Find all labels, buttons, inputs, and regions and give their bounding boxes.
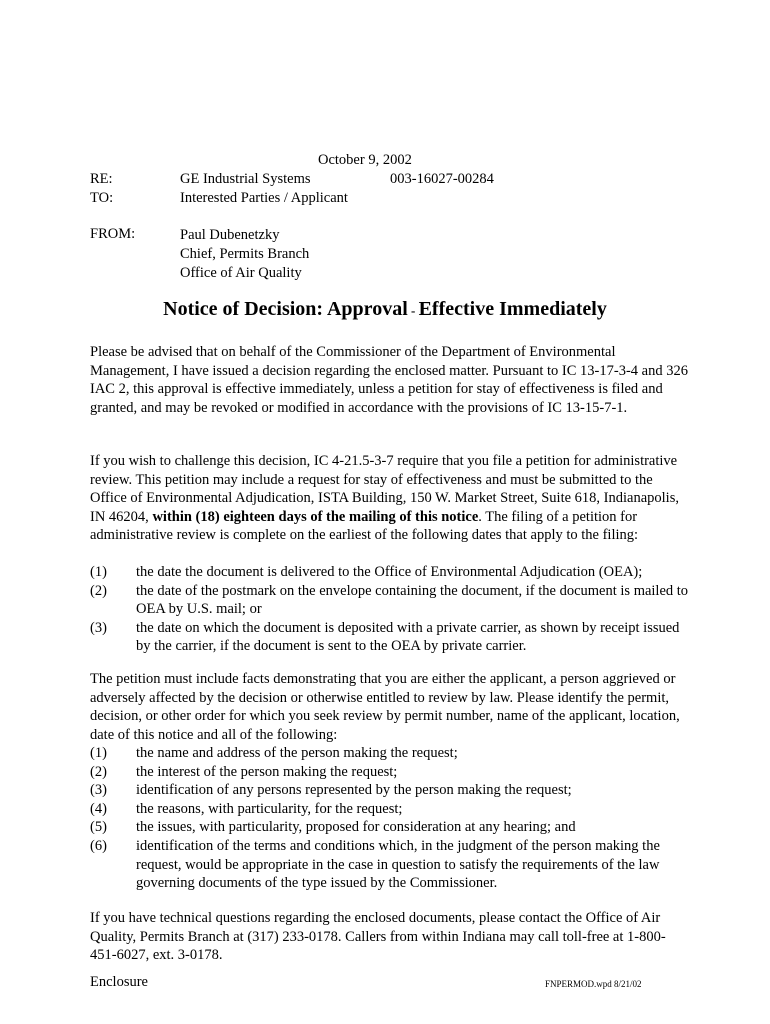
list-number: (1)	[90, 745, 107, 761]
list-item	[90, 781, 690, 800]
list-number: (3)	[90, 619, 107, 636]
paragraph-contact: If you have technical questions regarding the enclosed documents, please contact the Office of Air Quality, Permits Branch at (317) 233-0178. Callers from within Indiana may call toll-free at 1-800-451-6027, ext. 3-0178.	[90, 910, 666, 964]
re-value: GE Industrial Systems	[180, 171, 311, 187]
from-office: Office of Air Quality	[180, 265, 302, 281]
list-text: the interest of the person making the request;	[136, 763, 398, 780]
list-item	[90, 619, 690, 656]
re-label: RE:	[90, 171, 113, 187]
to-label: TO:	[90, 190, 114, 206]
from-block	[180, 226, 309, 283]
paragraph-challenge	[90, 452, 690, 545]
list-item	[90, 582, 690, 619]
title-dash: -	[407, 303, 419, 318]
paragraph-approval: Please be advised that on behalf of the Commissioner of the Department of Environmental Management, I have issued a decision regarding the enclosed matter. Pursuant to IC 13-17-3-4 and 326 IAC 2, this approval is effective immediately, unless a petition for stay of effectiveness is filed and granted, and may be revoked or modified in accordance with the provisions of IC 13-15-7-1.	[90, 344, 688, 416]
list-number: (1)	[90, 564, 107, 580]
list-number: (6)	[90, 837, 107, 854]
list-text: identification of the terms and conditions which, in the judgment of the person making the request, would be appropriate in the case in question to satisfy the requirements of the law governing documents of the type issued by the Commissioner.	[136, 837, 660, 892]
list-number: (2)	[90, 582, 107, 599]
list-text: the name and address of the person making the request;	[136, 745, 458, 761]
list-number: (3)	[90, 782, 107, 799]
enclosure-label: Enclosure	[90, 974, 148, 990]
permit-number: 003-16027-00284	[390, 171, 494, 187]
petition-requirements-list	[90, 744, 690, 893]
list-text: the reasons, with particularity, for the request;	[136, 800, 403, 817]
list-text: the date of the postmark on the envelope containing the document, if the document is mailed to OEA by U.S. mail; or	[136, 582, 689, 618]
from-title: Chief, Permits Branch	[180, 246, 310, 262]
from-label: FROM:	[90, 226, 136, 242]
notice-date: October 9, 2002	[318, 152, 412, 168]
list-text: the date on which the document is deposited with a private carrier, as shown by receipt issued by the carrier, if the document is sent to the OEA by private carrier.	[136, 619, 680, 655]
list-item	[90, 837, 690, 893]
to-value: Interested Parties / Applicant	[180, 190, 348, 206]
list-item	[90, 763, 690, 782]
notice-title	[0, 298, 770, 321]
file-reference: FNPERMOD.wpd 8/21/02	[545, 979, 642, 989]
title-part1: Notice of Decision: Approval	[163, 298, 408, 320]
list-text: the issues, with particularity, proposed for consideration at any hearing; and	[136, 819, 576, 836]
paragraph-petition: The petition must include facts demonstrating that you are either the applicant, a person aggrieved or adversely affected by the decision or otherwise entitled to review by law. Please identify the permit, decision, or other order for which you seek review by permit number, name of the applicant, location, date of this notice and all of the following:	[90, 671, 680, 743]
challenge-deadline: within (18) eighteen days of the mailing of this notice	[152, 508, 479, 525]
list-item	[90, 563, 690, 582]
list-text: the date the document is delivered to the Office of Environmental Adjudication (OEA);	[136, 564, 643, 580]
list-item	[90, 800, 690, 819]
list-number: (2)	[90, 763, 107, 780]
list-text: identification of any persons represented by the person making the request;	[136, 782, 572, 799]
filing-dates-list	[90, 563, 690, 656]
title-part2: Effective Immediately	[418, 298, 607, 320]
list-item	[90, 818, 690, 837]
list-number: (5)	[90, 819, 107, 836]
challenge-text: If you wish to challenge this decision, IC 4-21.5-3-7 require that you file a petition for administrative review. This petition may include a request for stay of effectiveness and must be submitted to the Office of Environmental Adjudication, ISTA Building, 150 W. Market Street, Suite 618, Indianapolis, IN 46204,	[90, 453, 679, 525]
list-number: (4)	[90, 800, 107, 817]
from-name: Paul Dubenetzky	[180, 227, 280, 243]
list-item	[90, 744, 690, 763]
challenge-text-end: . The filing of a petition for administrative review is complete on the earliest of the following dates that apply to the filing:	[90, 508, 639, 544]
